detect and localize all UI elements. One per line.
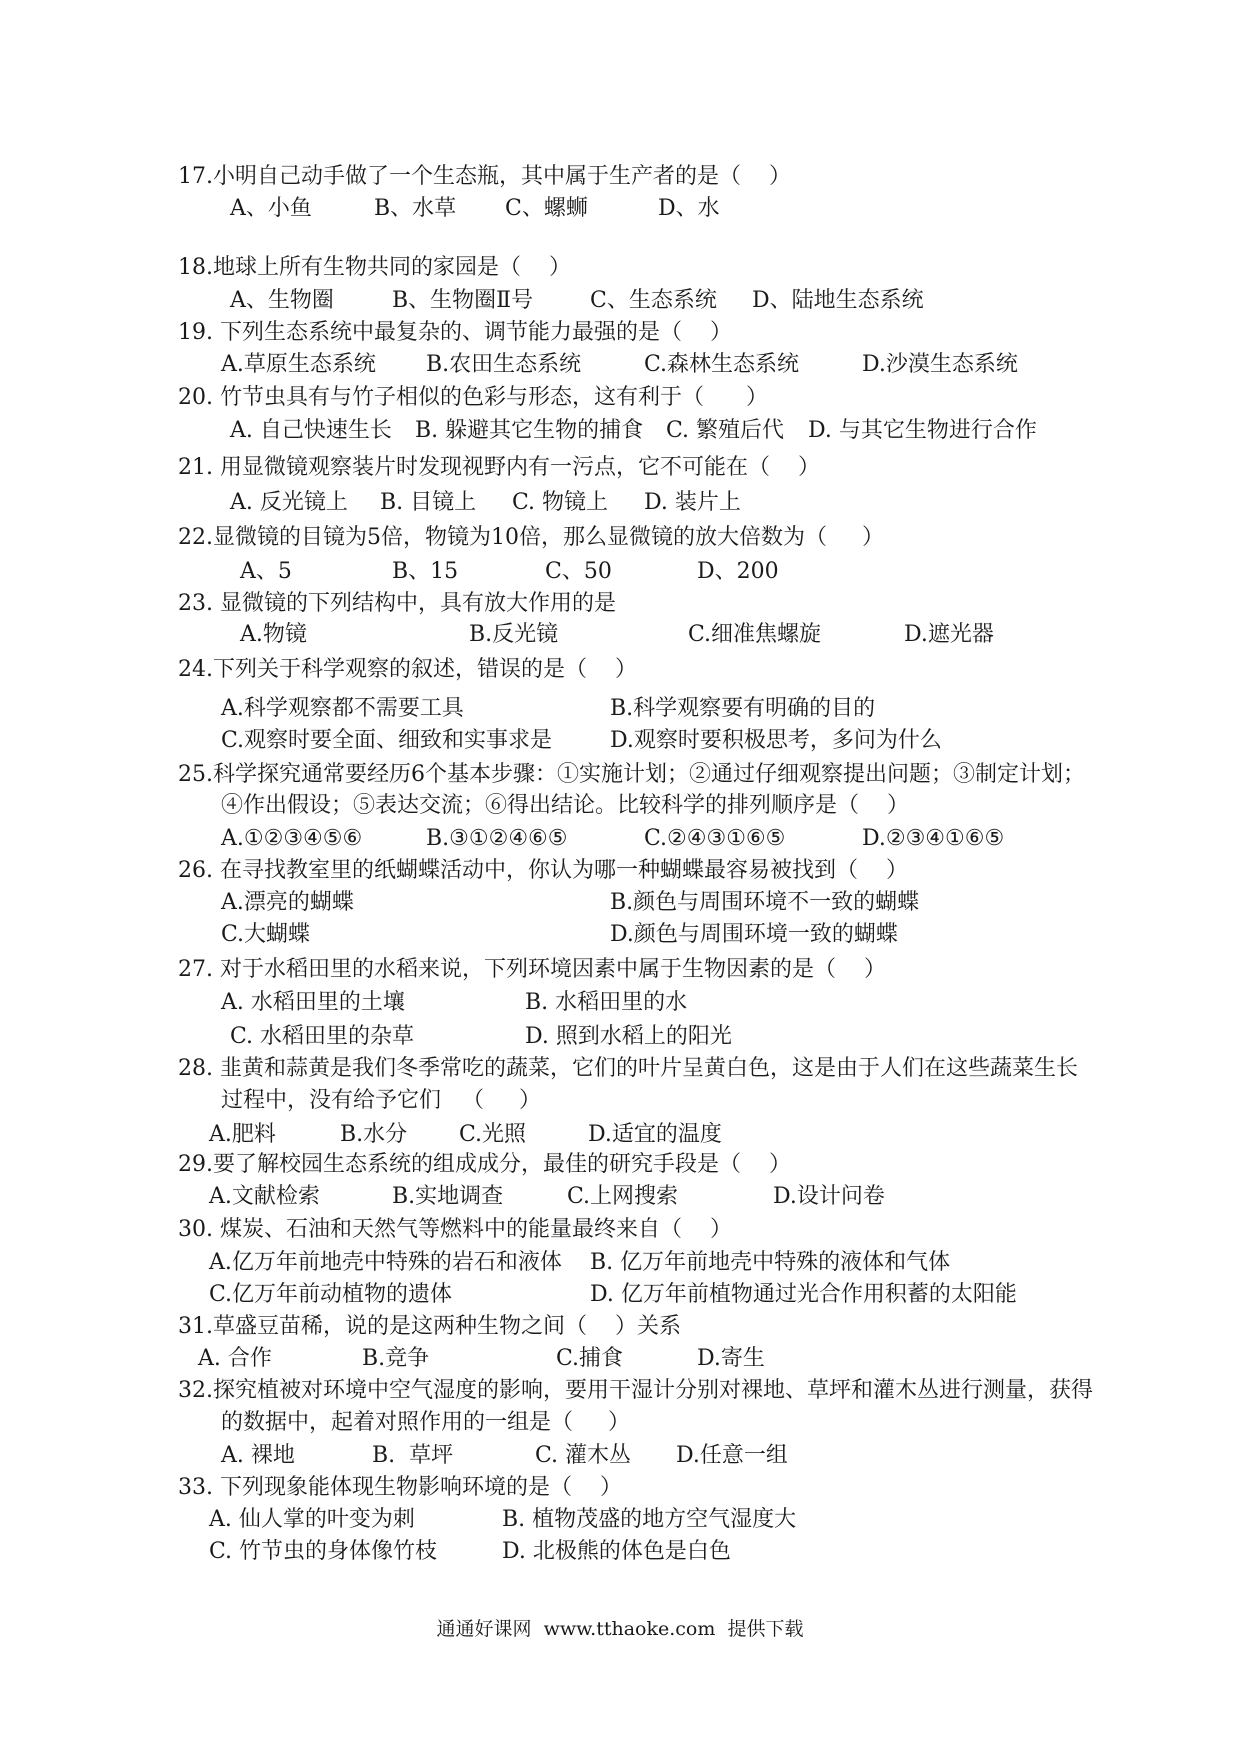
q30-option-a: A.亿万年前地壳中特殊的岩石和液体 bbox=[209, 1250, 562, 1275]
q20-option-a: A. 自己快速生长 bbox=[230, 418, 392, 443]
q32-option-a: A. 裸地 bbox=[221, 1443, 295, 1468]
q32-option-d: D.任意一组 bbox=[676, 1443, 788, 1468]
q26-option-a: A.漂亮的蝴蝶 bbox=[221, 890, 354, 915]
question-29-stem: 29.要了解校园生态系统的组成成分，最佳的研究手段是（ ） bbox=[178, 1152, 791, 1177]
question-28-stem-continued: 过程中，没有给予它们 （ ） bbox=[221, 1088, 541, 1113]
q23-option-a: A.物镜 bbox=[240, 622, 307, 647]
q21-option-c: C. 物镜上 bbox=[512, 490, 609, 515]
question-19-stem: 19. 下列生态系统中最复杂的、调节能力最强的是（ ） bbox=[178, 320, 732, 345]
question-32-stem-continued: 的数据中，起着对照作用的一组是（ ） bbox=[221, 1410, 630, 1435]
question-21-stem: 21. 用显微镜观察装片时发现视野内有一污点，它不可能在（ ） bbox=[178, 455, 820, 480]
q24-option-d: D.观察时要积极思考，多问为什么 bbox=[610, 728, 942, 753]
q20-option-d: D. 与其它生物进行合作 bbox=[808, 418, 1037, 443]
question-20-stem: 20. 竹节虫具有与竹子相似的色彩与形态，这有利于（ ） bbox=[178, 385, 768, 410]
q27-option-d: D. 照到水稻上的阳光 bbox=[525, 1024, 732, 1049]
q33-option-a: A. 仙人掌的叶变为刺 bbox=[209, 1507, 415, 1532]
question-33-stem: 33. 下列现象能体现生物影响环境的是（ ） bbox=[178, 1475, 622, 1500]
question-30-stem: 30. 煤炭、石油和天然气等燃料中的能量最终来自（ ） bbox=[178, 1217, 732, 1242]
q25-option-c: C.②④③①⑥⑤ bbox=[644, 826, 786, 851]
q28-option-a: A.肥料 bbox=[209, 1122, 276, 1147]
q21-option-b: B. 目镜上 bbox=[380, 490, 477, 515]
question-26-stem: 26. 在寻找教室里的纸蝴蝶活动中，你认为哪一种蝴蝶最容易被找到（ ） bbox=[178, 858, 908, 883]
q27-option-a: A. 水稻田里的土壤 bbox=[221, 990, 405, 1015]
q18-option-c: C、生态系统 bbox=[590, 288, 717, 313]
question-22-stem: 22.显微镜的目镜为5倍，物镜为10倍，那么显微镜的放大倍数为（ ） bbox=[178, 525, 884, 550]
page-footer: 通通好课网 www.tthaoke.com 提供下载 bbox=[436, 1618, 804, 1640]
q30-option-d: D. 亿万年前植物通过光合作用积蓄的太阳能 bbox=[590, 1282, 1017, 1307]
question-23-stem: 23. 显微镜的下列结构中，具有放大作用的是 bbox=[178, 591, 616, 616]
q17-option-b: B、水草 bbox=[374, 196, 457, 221]
question-31-stem: 31.草盛豆苗稀，说的是这两种生物之间（ ）关系 bbox=[178, 1314, 681, 1339]
q31-option-c: C.捕食 bbox=[556, 1346, 624, 1371]
q26-option-d: D.颜色与周围环境一致的蝴蝶 bbox=[610, 922, 898, 947]
q33-option-c: C. 竹节虫的身体像竹枝 bbox=[209, 1539, 438, 1564]
q23-option-b: B.反光镜 bbox=[469, 622, 559, 647]
q20-option-b: B. 躲避其它生物的捕食 bbox=[415, 418, 644, 443]
q31-option-b: B.竞争 bbox=[362, 1346, 430, 1371]
q26-option-c: C.大蝴蝶 bbox=[221, 922, 311, 947]
q30-option-b: B. 亿万年前地壳中特殊的液体和气体 bbox=[590, 1250, 951, 1275]
q22-option-d: D、200 bbox=[697, 559, 779, 584]
q31-option-d: D.寄生 bbox=[697, 1346, 765, 1371]
question-24-stem: 24.下列关于科学观察的叙述，错误的是（ ） bbox=[178, 657, 637, 682]
q32-option-b: B. 草坪 bbox=[372, 1443, 454, 1468]
q32-option-c: C. 灌木丛 bbox=[535, 1443, 632, 1468]
q24-option-b: B.科学观察要有明确的目的 bbox=[610, 696, 876, 721]
q30-option-c: C.亿万年前动植物的遗体 bbox=[209, 1282, 453, 1307]
q19-option-a: A.草原生态系统 bbox=[221, 352, 376, 377]
question-27-stem: 27. 对于水稻田里的水稻来说，下列环境因素中属于生物因素的是（ ） bbox=[178, 957, 886, 982]
q21-option-d: D. 装片上 bbox=[644, 490, 741, 515]
q24-option-c: C.观察时要全面、细致和实事求是 bbox=[221, 728, 553, 753]
q19-option-c: C.森林生态系统 bbox=[644, 352, 800, 377]
q22-option-a: A、5 bbox=[240, 559, 292, 584]
q21-option-a: A. 反光镜上 bbox=[230, 490, 348, 515]
q23-option-c: C.细准焦螺旋 bbox=[688, 622, 822, 647]
q28-option-c: C.光照 bbox=[459, 1122, 527, 1147]
q17-option-d: D、水 bbox=[658, 196, 720, 221]
q19-option-d: D.沙漠生态系统 bbox=[862, 352, 1018, 377]
question-25-stem: 25.科学探究通常要经历6个基本步骤：①实施计划；②通过仔细观察提出问题；③制定计划； bbox=[178, 762, 1085, 787]
question-28-stem: 28. 韭黄和蒜黄是我们冬季常吃的蔬菜，它们的叶片呈黄白色，这是由于人们在这些蔬菜生长 bbox=[178, 1056, 1078, 1081]
q27-option-c: C. 水稻田里的杂草 bbox=[230, 1024, 415, 1049]
q25-option-a: A.①②③④⑤⑥ bbox=[221, 826, 363, 851]
q29-option-b: B.实地调查 bbox=[392, 1184, 504, 1209]
q27-option-b: B. 水稻田里的水 bbox=[525, 990, 688, 1015]
q28-option-d: D.适宜的温度 bbox=[588, 1122, 722, 1147]
q18-option-d: D、陆地生态系统 bbox=[752, 288, 924, 313]
q20-option-c: C. 繁殖后代 bbox=[666, 418, 785, 443]
q33-option-d: D. 北极熊的体色是白色 bbox=[502, 1539, 731, 1564]
q18-option-a: A、生物圈 bbox=[230, 288, 334, 313]
q17-option-c: C、螺蛳 bbox=[505, 196, 588, 221]
q29-option-c: C.上网搜索 bbox=[567, 1184, 679, 1209]
q26-option-b: B.颜色与周围环境不一致的蝴蝶 bbox=[610, 890, 920, 915]
question-17-stem: 17.小明自己动手做了一个生态瓶，其中属于生产者的是（ ） bbox=[178, 164, 791, 189]
q29-option-a: A.文献检索 bbox=[209, 1184, 320, 1209]
q23-option-d: D.遮光器 bbox=[904, 622, 994, 647]
q22-option-b: B、15 bbox=[392, 559, 459, 584]
q25-option-d: D.②③④①⑥⑤ bbox=[862, 826, 1005, 851]
q31-option-a: A. 合作 bbox=[198, 1346, 272, 1371]
q22-option-c: C、50 bbox=[545, 559, 612, 584]
question-18-stem: 18.地球上所有生物共同的家园是（ ） bbox=[178, 255, 571, 280]
q25-option-b: B.③①②④⑥⑤ bbox=[426, 826, 568, 851]
q33-option-b: B. 植物茂盛的地方空气湿度大 bbox=[502, 1507, 797, 1532]
question-25-stem-continued: ④作出假设；⑤表达交流；⑥得出结论。比较科学的排列顺序是（ ） bbox=[221, 793, 909, 818]
q29-option-d: D.设计问卷 bbox=[773, 1184, 885, 1209]
question-32-stem: 32.探究植被对环境中空气湿度的影响，要用干湿计分别对裸地、草坪和灌木丛进行测量，获得 bbox=[178, 1378, 1093, 1403]
q24-option-a: A.科学观察都不需要工具 bbox=[221, 696, 464, 721]
q18-option-b: B、生物圈Ⅱ号 bbox=[392, 288, 534, 313]
q17-option-a: A、小鱼 bbox=[230, 196, 312, 221]
q19-option-b: B.农田生态系统 bbox=[426, 352, 582, 377]
q28-option-b: B.水分 bbox=[340, 1122, 408, 1147]
